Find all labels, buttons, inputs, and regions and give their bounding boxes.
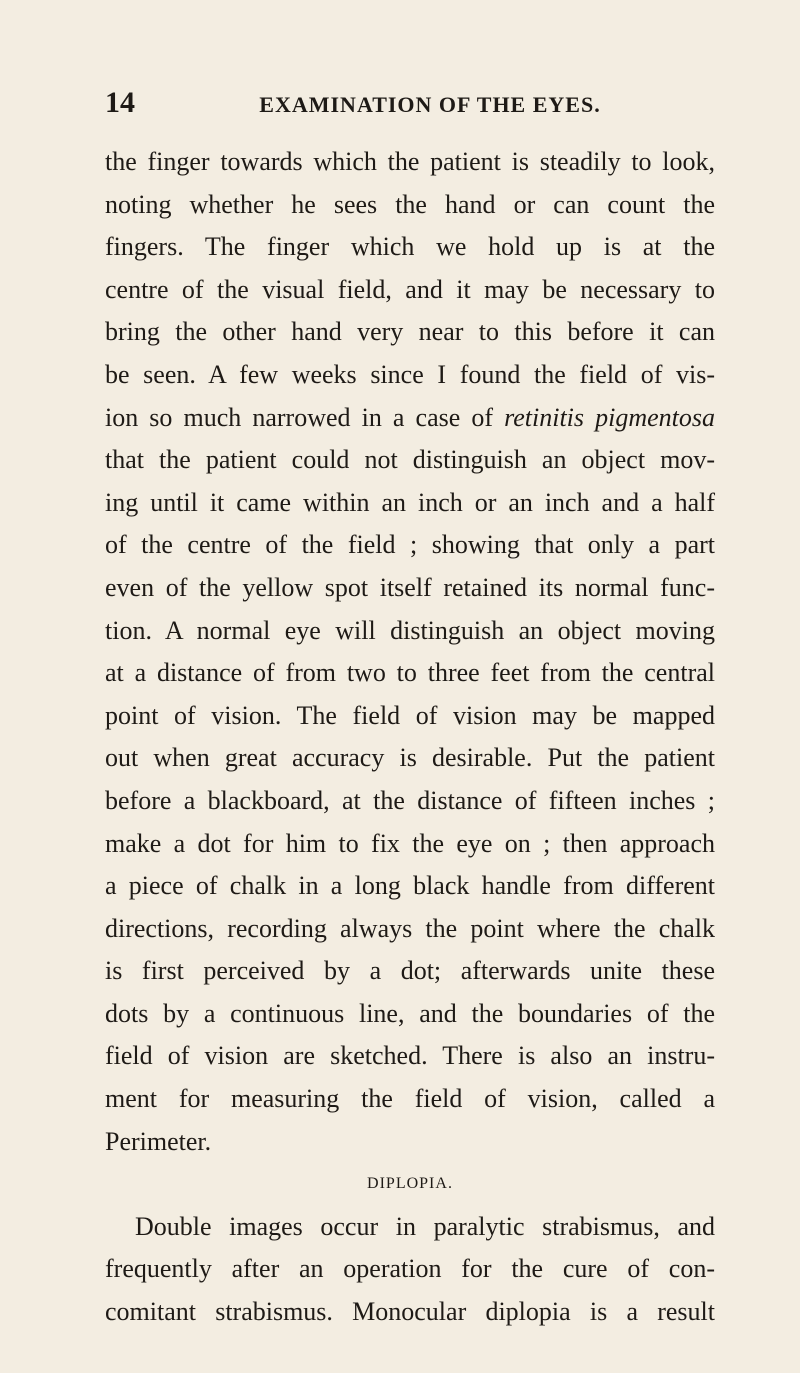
- text-line: bring the other hand very near to this before it can: [105, 317, 715, 347]
- page-header: [105, 86, 715, 126]
- text-line: a piece of chalk in a long black handle from different: [105, 871, 715, 901]
- text-line: point of vision. The field of vision may be mapped: [105, 700, 715, 730]
- text-line: Double images occur in paralytic strabismus, and: [135, 1211, 715, 1241]
- text-line: centre of the visual field, and it may be necessary to: [105, 274, 715, 304]
- text-line: the finger towards which the patient is steadily to look,: [105, 147, 715, 176]
- text-line: frequently after an operation for the cure of con-: [105, 1254, 715, 1284]
- section-heading: DIPLOPIA.: [367, 1175, 453, 1193]
- text-line: ment for measuring the field of vision, called a: [105, 1084, 715, 1114]
- body-text: [105, 141, 715, 1334]
- text-line: [105, 397, 715, 440]
- text-line: tion. A normal eye will distinguish an object moving: [105, 615, 715, 645]
- text-line: before a blackboard, at the distance of fifteen inches ;: [105, 785, 715, 815]
- text-line: ing until it came within an inch or an inch and a half: [105, 487, 715, 517]
- text-line: be seen. A few weeks since I found the field of vis-: [105, 359, 715, 389]
- text-line: at a distance of from two to three feet from the central: [105, 658, 715, 688]
- text-line: make a dot for him to fix the eye on ; then approach: [105, 828, 715, 858]
- text-line: comitant strabismus. Monocular diplopia is a result: [105, 1297, 715, 1327]
- text-line: fingers. The finger which we hold up is at the: [105, 232, 715, 262]
- text-line: of the centre of the field ; showing that only a part: [105, 530, 715, 560]
- text-line: Perimeter.: [105, 1126, 212, 1156]
- text-line: is first perceived by a dot; afterwards unite these: [105, 956, 715, 986]
- text-line: field of vision are sketched. There is also an instru-: [105, 1041, 715, 1071]
- text-line: directions, recording always the point where the chalk: [105, 913, 715, 943]
- text-line: even of the yellow spot itself retained its normal func-: [105, 572, 715, 602]
- italic-term: retinitis pigmentosa: [504, 402, 715, 432]
- text-line: noting whether he sees the hand or can count the: [105, 189, 715, 219]
- text-line: dots by a continuous line, and the boundaries of the: [105, 998, 715, 1028]
- text-line: out when great accuracy is desirable. Put the patient: [105, 743, 715, 773]
- running-head: EXAMINATION OF THE EYES.: [259, 92, 601, 117]
- text-fragment: ion so much narrowed in a case of: [105, 402, 505, 432]
- page-number: 14: [105, 86, 135, 119]
- text-line: that the patient could not distinguish an object mov-: [105, 445, 715, 475]
